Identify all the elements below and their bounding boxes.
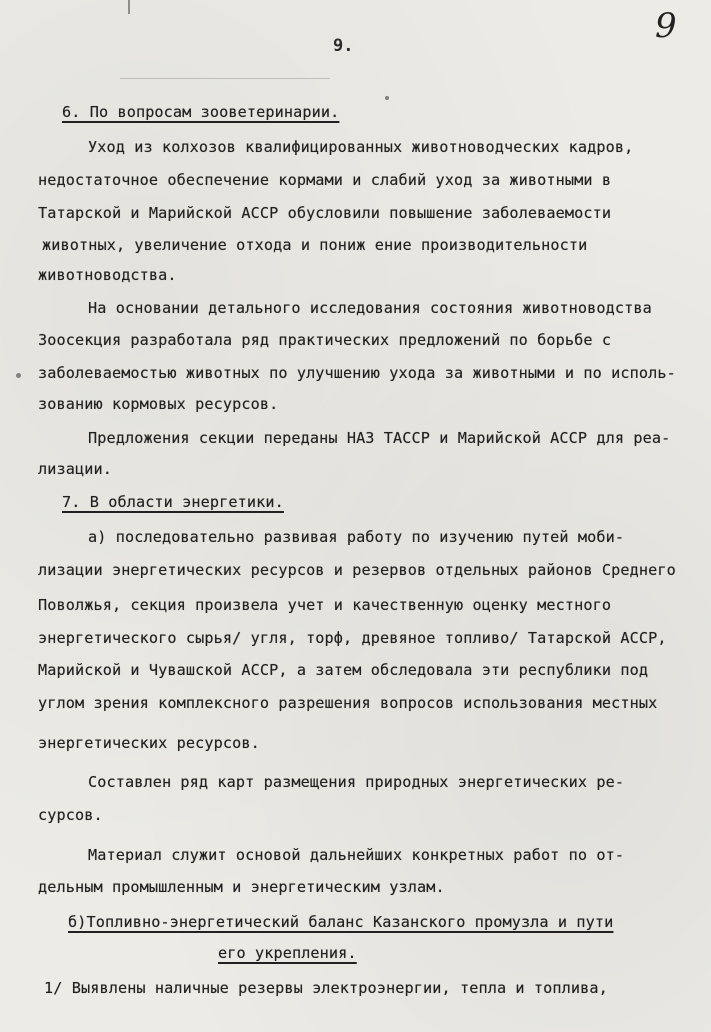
text-line: Марийской и Чувашской АССР, а затем обследовала эти республики под bbox=[38, 661, 649, 679]
handwritten-page-number: 9 bbox=[655, 6, 677, 46]
ink-blot bbox=[385, 96, 389, 100]
subsection-b-heading-cont: его укрепления. bbox=[218, 944, 357, 962]
typed-page-number: 9. bbox=[333, 36, 354, 56]
subsection-b-heading: б)Топливно-энергетический баланс Казанского промузла и пути bbox=[68, 913, 614, 931]
text-line: Зоосекция разработала ряд практических предложений по борьбе с bbox=[38, 331, 612, 349]
text-line: На основании детального исследования состояния животноводства bbox=[88, 299, 652, 317]
text-line: недостаточное обеспечение кормами и слабий уход за животными в bbox=[38, 171, 612, 189]
text-line: лизации. bbox=[38, 460, 112, 478]
text-line: Татарской и Марийской АССР обусловили повышение заболеваемости bbox=[38, 204, 612, 222]
text-line: животных, увеличение отхода и пониж ение производительности bbox=[42, 236, 588, 254]
text-line: заболеваемостью животных по улучшению ухода за животными и по исполь- bbox=[38, 364, 676, 382]
text-line: зованию кормовых ресурсов. bbox=[38, 395, 279, 413]
text-line: Составлен ряд карт размещения природных энергетических ре- bbox=[88, 773, 625, 791]
text-line: сурсов. bbox=[38, 806, 103, 824]
section-7-heading: 7. В области энергетики. bbox=[62, 493, 284, 511]
text-line: Предложения секции переданы НАЗ ТАССР и Марийской АССР для реа- bbox=[88, 429, 671, 447]
ink-blot bbox=[16, 373, 21, 378]
text-line: Уход из колхозов квалифицированных животноводческих кадров, bbox=[88, 138, 634, 156]
text-line: животноводства. bbox=[38, 266, 177, 284]
scan-scratch bbox=[128, 0, 130, 14]
text-line: энергетического сырья/ угля, торф, древяное топливо/ Татарской АССР, bbox=[38, 629, 667, 647]
text-line: дельным промышленным и энергетическим узлам. bbox=[38, 878, 445, 896]
text-line: 1/ Выявлены наличные резервы электроэнергии, тепла и топлива, bbox=[44, 979, 608, 997]
text-line: лизации энергетических ресурсов и резервов отдельных районов Среднего bbox=[38, 561, 676, 579]
scan-faint-line bbox=[120, 78, 330, 79]
text-line: Поволжья, секция произвела учет и качественную оценку местного bbox=[38, 596, 612, 614]
text-line: углом зрения комплексного разрешения вопросов использования местных bbox=[38, 694, 658, 712]
text-line: Материал служит основой дальнейших конкретных работ по от- bbox=[88, 846, 625, 864]
text-line: энергетических ресурсов. bbox=[38, 734, 260, 752]
text-line: а) последовательно развивая работу по изучению путей моби- bbox=[88, 528, 625, 546]
section-6-heading: 6. По вопросам зооветеринарии. bbox=[62, 103, 340, 121]
